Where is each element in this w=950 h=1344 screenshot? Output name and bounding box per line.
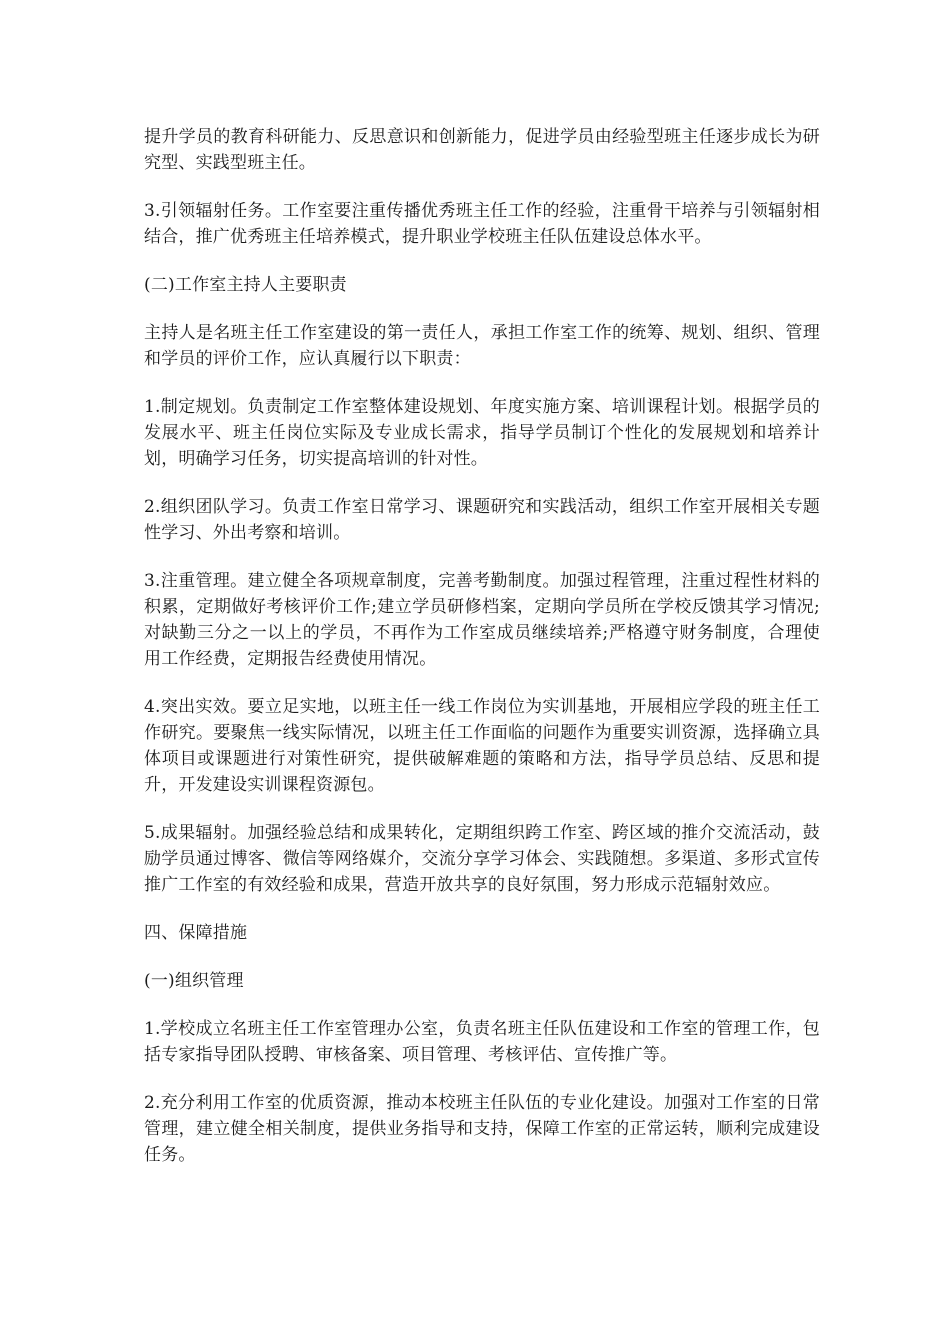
- section-heading-safeguards: 四、保障措施: [144, 923, 248, 943]
- subsection-heading-org-management: (一)组织管理: [144, 971, 244, 991]
- section-heading-host-duties: (二)工作室主持人主要职责: [144, 275, 347, 295]
- paragraph-continuation: 提升学员的教育科研能力、反思意识和创新能力，促进学员由经验型班主任逐步成长为研究型、实践型班主任。: [144, 127, 820, 173]
- paragraph-item-2-team-learning: 2.组织团队学习。负责工作室日常学习、课题研究和实践活动，组织工作室开展相关专题性学习、外出考察和培训。: [144, 497, 820, 543]
- paragraph-item-3-management: 3.注重管理。建立健全各项规章制度，完善考勤制度。加强过程管理，注重过程性材料的积累，定期做好考核评价工作;建立学员研修档案，定期向学员所在学校反馈其学习情况;对缺勤三分之一以上的学员，不再作为工作室成员继续培养;严格遵守财务制度，合理使用工作经费，定期报告经费使用情况。: [144, 571, 820, 669]
- paragraph-item-1-planning: 1.制定规划。负责制定工作室整体建设规划、年度实施方案、培训课程计划。根据学员的发展水平、班主任岗位实际及专业成长需求，指导学员制订个性化的发展规划和培养计划，明确学习任务，切实提高培训的针对性。: [144, 397, 820, 469]
- paragraph-org-item-2: 2.充分利用工作室的优质资源，推动本校班主任队伍的专业化建设。加强对工作室的日常管理，建立健全相关制度，提供业务指导和支持，保障工作室的正常运转，顺利完成建设任务。: [144, 1093, 820, 1165]
- paragraph-item-3-lead-radiate: 3.引领辐射任务。工作室要注重传播优秀班主任工作的经验，注重骨干培养与引领辐射相结合，推广优秀班主任培养模式，提升职业学校班主任队伍建设总体水平。: [144, 201, 820, 247]
- paragraph-host-intro: 主持人是名班主任工作室建设的第一责任人，承担工作室工作的统筹、规划、组织、管理和学员的评价工作，应认真履行以下职责：: [144, 323, 820, 369]
- document-body: [144, 124, 820, 1190]
- paragraph-org-item-1: 1.学校成立名班主任工作室管理办公室，负责名班主任队伍建设和工作室的管理工作，包括专家指导团队授聘、审核备案、项目管理、考核评估、宣传推广等。: [144, 1019, 820, 1065]
- paragraph-item-5-results: 5.成果辐射。加强经验总结和成果转化，定期组织跨工作室、跨区域的推介交流活动，鼓励学员通过博客、微信等网络媒介，交流分享学习体会、实践随想。多渠道、多形式宣传推广工作室的有效经验和成果，营造开放共享的良好氛围，努力形成示范辐射效应。: [144, 823, 820, 895]
- paragraph-item-4-effectiveness: 4.突出实效。要立足实地，以班主任一线工作岗位为实训基地，开展相应学段的班主任工作研究。要聚焦一线实际情况，以班主任工作面临的问题作为重要实训资源，选择确立具体项目或课题进行对策性研究，提供破解难题的策略和方法，指导学员总结、反思和提升，开发建设实训课程资源包。: [144, 697, 820, 795]
